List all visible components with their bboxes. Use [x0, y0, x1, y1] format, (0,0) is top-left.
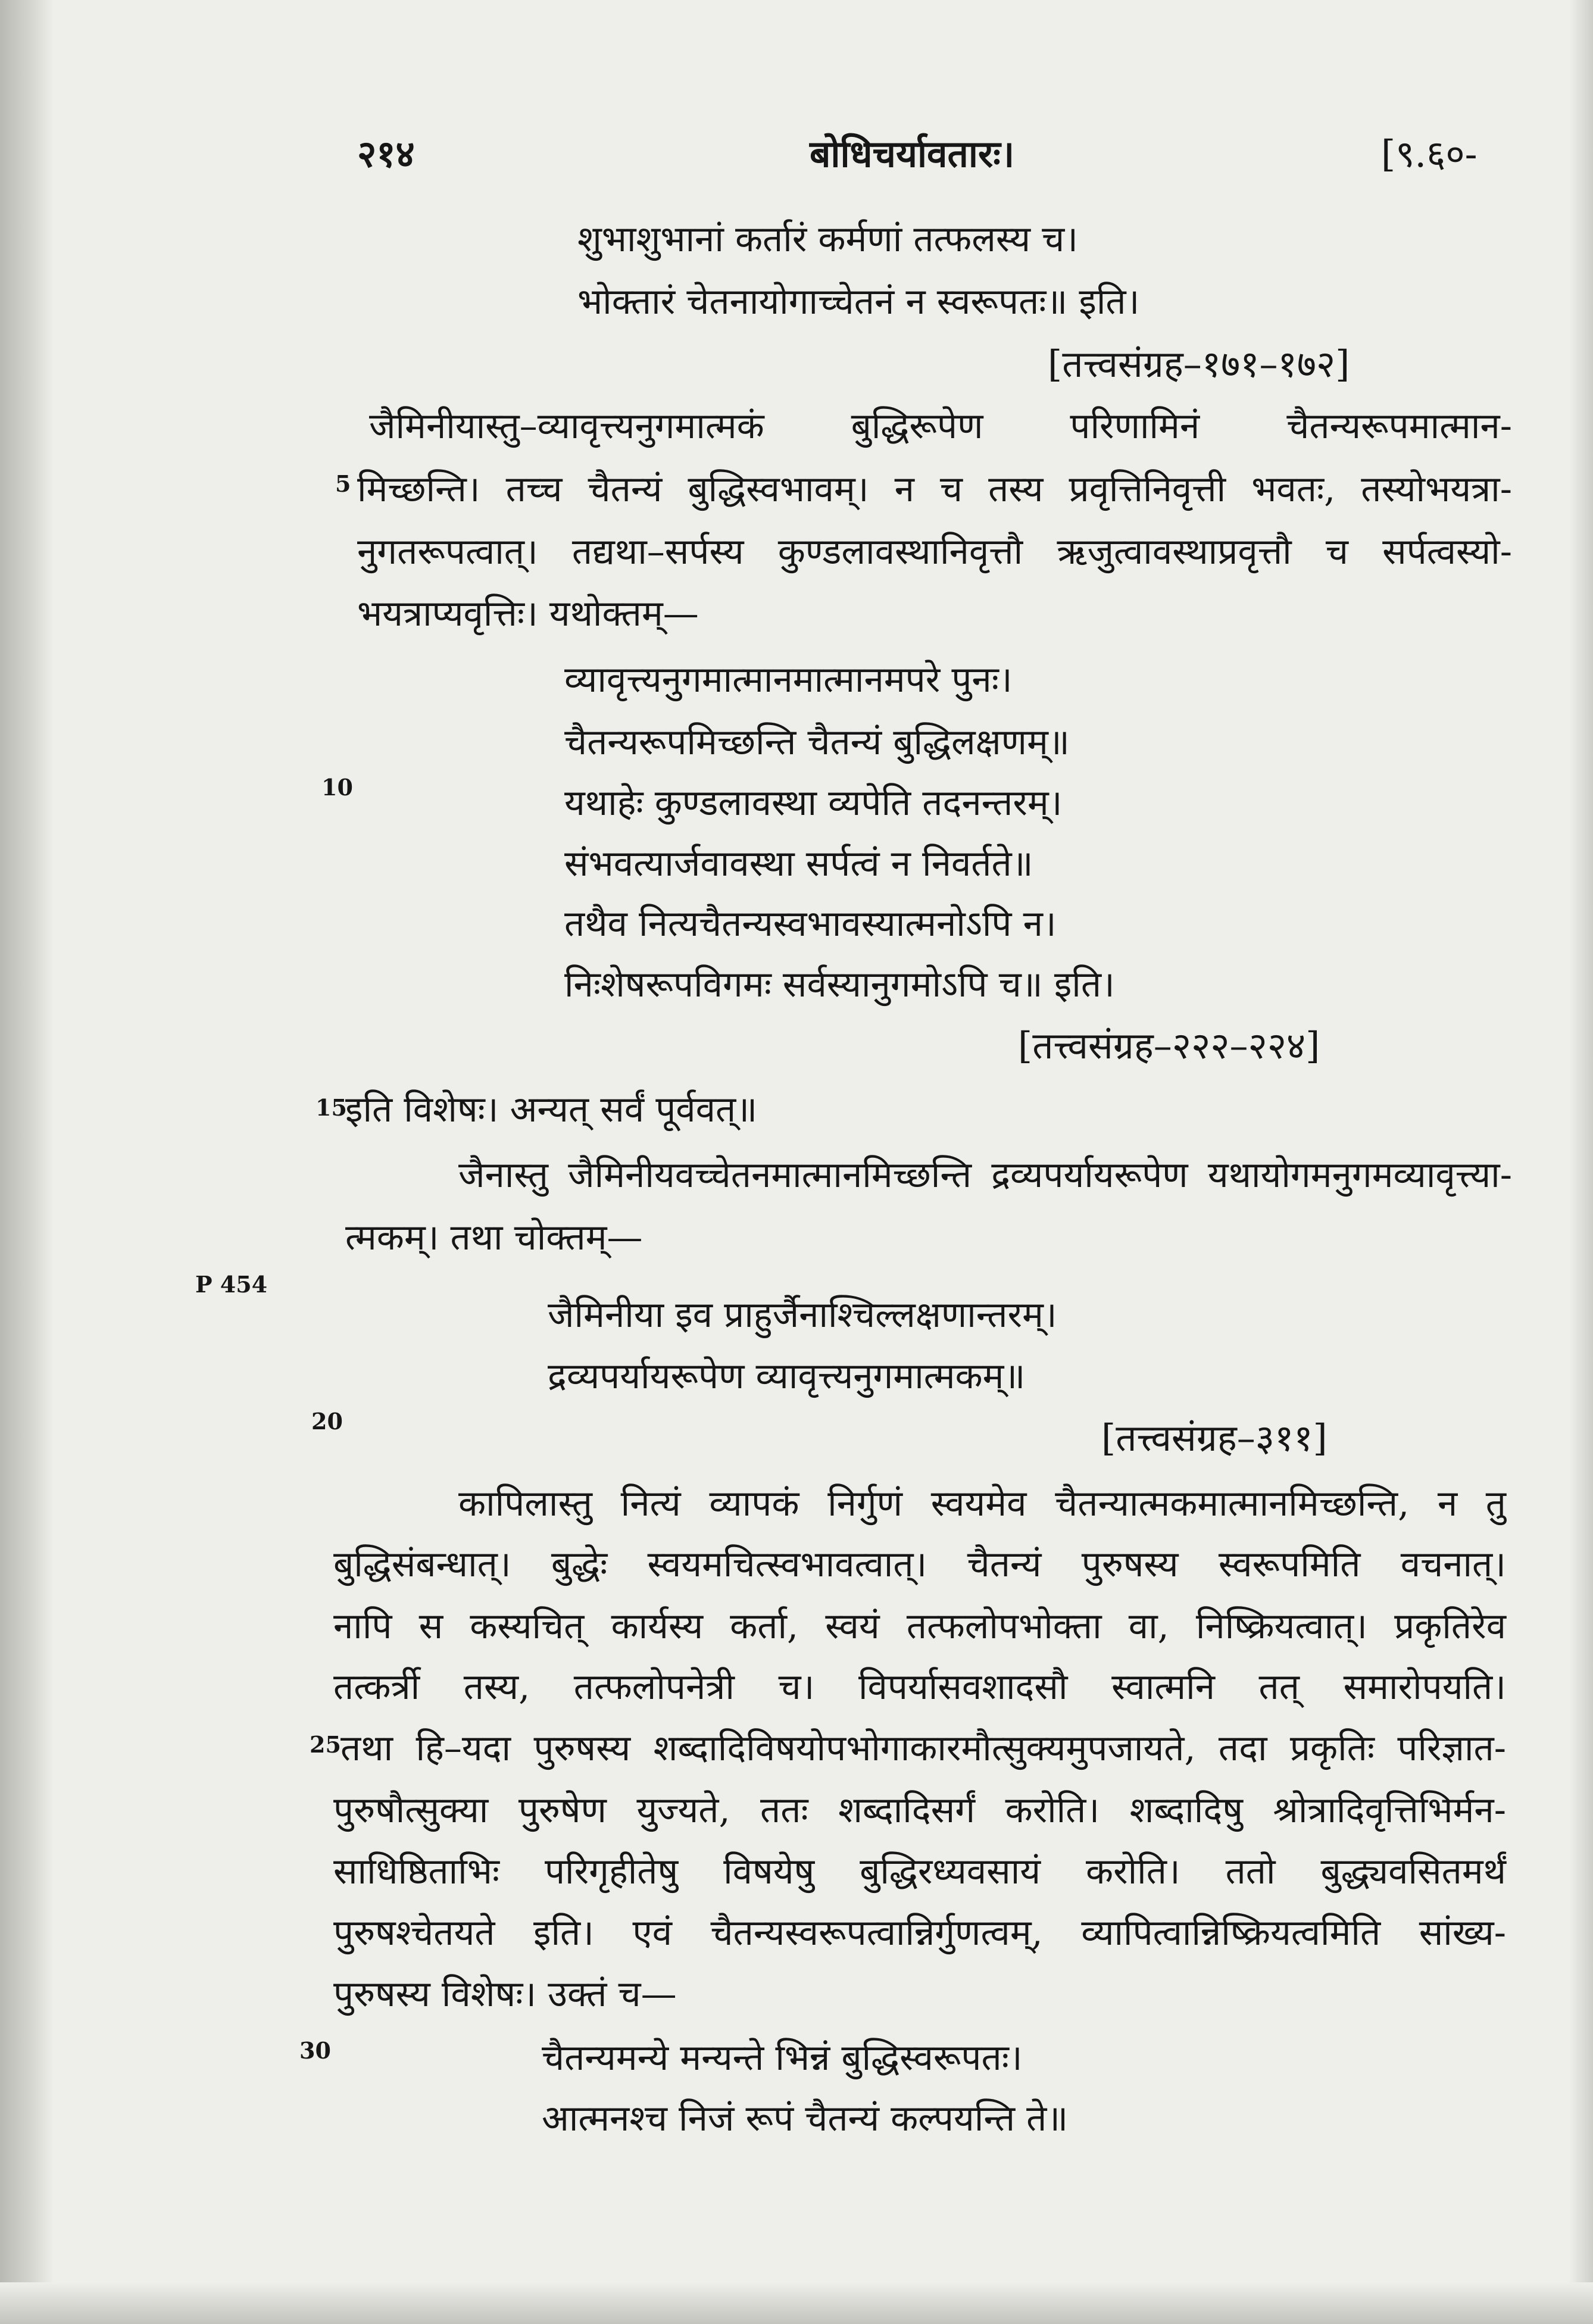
verse-line: यथाहेः कुण्डलावस्था व्यपेति तदनन्तरम्। [564, 782, 1063, 824]
verse-line: जैमिनीया इव प्राहुर्जैनाश्चिल्लक्षणान्तरम्। [548, 1294, 1057, 1336]
verse-line: निःशेषरूपविगमः सर्वस्यानुगमोऽपि च॥ इति। [564, 964, 1115, 1005]
citation: [तत्त्वसंग्रह–३११] [1101, 1416, 1328, 1460]
running-title: बोधिचर्यावतारः। [810, 132, 1015, 176]
paragraph-line: बुद्धिसंबन्धात्। बुद्धेः स्वयमचित्स्वभावत्वात्। चैतन्यं पुरुषस्य स्वरूपमिति वचनात्। [333, 1544, 1506, 1585]
verse-line: चैतन्यमन्ये मन्यन्ते भिन्नं बुद्धिस्वरूपतः। [542, 2037, 1023, 2079]
scan-shadow-right [1569, 0, 1593, 2324]
verse-line: भोक्तारं चेतनायोगाच्चेतनं न स्वरूपतः॥ इति। [577, 281, 1140, 323]
paragraph-line: नापि स कस्यचित् कार्यस्य कर्ता, स्वयं तत्फलोपभोक्ता वा, निष्क्रियत्वात्। प्रकृतिरेव [333, 1605, 1506, 1647]
verse-line: द्रव्यपर्यायरूपेण व्यावृत्त्यनुगमात्मकम्॥ [548, 1355, 1026, 1397]
verse-line: आत्मनश्च निजं रूपं चैतन्यं कल्पयन्ति ते॥ [542, 2098, 1069, 2139]
paragraph-line: पुरुषौत्सुक्या पुरुषेण युज्यते, ततः शब्दादिसर्गं करोति। शब्दादिषु श्रोत्रादिवृत्तिभिर्मन- [333, 1789, 1506, 1831]
verse-line: तथैव नित्यचैतन्यस्वभावस्यात्मनोऽपि न। [564, 903, 1057, 945]
paragraph-line: तत्कर्त्री तस्य, तत्फलोपनेत्री च। विपर्यासवशादसौ स्वात्मनि तत् समारोपयति। [333, 1666, 1506, 1708]
margin-page-reference: P 454 [195, 1271, 268, 1298]
paragraph-line: त्मकम्। तथा चोक्तम्— [345, 1217, 643, 1258]
paragraph-line: कापिलास्तु नित्यं व्यापकं निर्गुणं स्वयमेव चैतन्यात्मकमात्मानमिच्छन्ति, न तु [458, 1483, 1506, 1525]
verse-reference: [९.६०- [1381, 132, 1478, 176]
citation: [तत्त्वसंग्रह–१७१–१७२] [1048, 342, 1350, 386]
paragraph-line: नुगतरूपत्वात्। तद्यथा–सर्पस्य कुण्डलावस्थानिवृत्तौ ऋजुत्वावस्थाप्रवृत्तौ च सर्पत्वस्यो- [357, 531, 1512, 573]
verse-line: संभवत्यार्जवावस्था सर्पत्वं न निवर्तते॥ [564, 843, 1033, 885]
paragraph-line: जैनास्तु जैमिनीयवच्चेतनमात्मानमिच्छन्ति द्रव्यपर्यायरूपेण यथायोगमनुगमव्यावृत्त्या- [458, 1154, 1512, 1196]
line-number: 10 [321, 774, 353, 801]
scan-shadow-bottom [0, 2282, 1593, 2324]
verse-line: व्यावृत्त्यनुगमात्मानमात्मानमपरे पुनः। [564, 659, 1013, 701]
line-number: 20 [311, 1408, 343, 1435]
paragraph-line: पुरुषस्य विशेषः। उक्तं च— [333, 1973, 677, 2015]
paragraph-line: मिच्छन्ति। तच्च चैतन्यं बुद्धिस्वभावम्। न च तस्य प्रवृत्तिनिवृत्ती भवतः, तस्योभयत्रा- [357, 468, 1512, 510]
page-number: २१४ [357, 132, 415, 176]
line-number: 5 [335, 470, 351, 497]
verse-line: शुभाशुभानां कर्तारं कर्मणां तत्फलस्य च। [577, 218, 1078, 260]
scan-shadow-left [0, 0, 54, 2324]
line-number: 30 [299, 2037, 331, 2064]
paragraph-line: जैमिनीयास्तु–व्यावृत्त्यनुगमात्मकं बुद्धिरूपेण परिणामिनं चैतन्यरूपमात्मान- [369, 405, 1512, 447]
verse-line: चैतन्यरूपमिच्छन्ति चैतन्यं बुद्धिलक्षणम्॥ [564, 721, 1070, 763]
line-number: 25 [310, 1731, 341, 1758]
paragraph-line: पुरुषश्चेतयते इति। एवं चैतन्यस्वरूपत्वान्निर्गुणत्वम्, व्यापित्वान्निष्क्रियत्वमिति सांख्य- [333, 1912, 1506, 1954]
paragraph-line: भयत्राप्यवृत्तिः। यथोक्तम्— [357, 593, 699, 635]
paragraph-line: तथा हि–यदा पुरुषस्य शब्दादिविषयोपभोगाकारमौत्सुक्यमुपजायते, तदा प्रकृतिः परिज्ञात- [341, 1728, 1506, 1769]
line-number: 15 [316, 1094, 347, 1121]
paragraph-line: इति विशेषः। अन्यत् सर्वं पूर्ववत्॥ [345, 1089, 758, 1130]
paragraph-line: साधिष्ठिताभिः परिगृहीतेषु विषयेषु बुद्धिरध्यवसायं करोति। ततो बुद्ध्यवसितमर्थं [333, 1851, 1506, 1892]
citation: [तत्त्वसंग्रह–२२२–२२४] [1018, 1024, 1320, 1067]
